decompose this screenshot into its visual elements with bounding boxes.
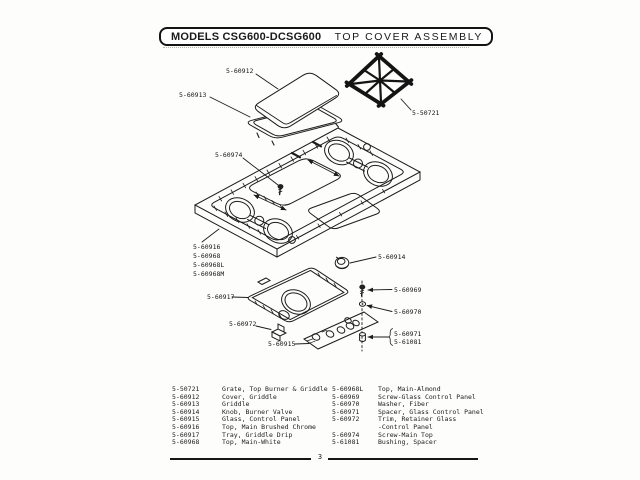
part-code: 5-60971: [332, 407, 360, 416]
part-label-5-60917: 5-60917: [207, 293, 235, 301]
part-label-5-60916: 5-60916: [193, 243, 221, 251]
part-code: 5-60970: [332, 400, 360, 409]
part-description: Spacer, Glass Control Panel: [378, 407, 484, 416]
leader-60969: [368, 290, 392, 291]
part-label-5-60971: 5-60971: [394, 330, 422, 338]
part-code: 5-60968L: [332, 385, 364, 393]
parts-row: [172, 439, 328, 447]
part-code: 5-60969: [332, 392, 360, 401]
part-code: 5-50721: [172, 385, 200, 393]
washer-drawing: [359, 302, 365, 307]
leader-60972: [256, 326, 271, 330]
part-code: 5-60915: [172, 415, 200, 424]
footer-rule-left: [170, 458, 311, 460]
screw-glass-panel-drawing: [360, 285, 365, 296]
control-panel-glass-drawing: [304, 312, 378, 349]
leader-60914: [350, 257, 376, 263]
grate-spokes: [351, 58, 407, 102]
parts-list-left-column: [172, 386, 328, 447]
part-label-5-60974: 5-60974: [215, 151, 243, 159]
part-code: 5-60972: [332, 415, 360, 424]
grate-drawing: [347, 54, 412, 106]
part-label-5-60969: 5-60969: [394, 286, 422, 294]
part-description: Top, Main-Almond: [378, 385, 441, 393]
part-label-5-50721: 5-50721: [412, 109, 440, 117]
part-code: 5-60916: [172, 422, 200, 431]
part-code: 5-61081: [332, 438, 360, 447]
part-label-5-60970: 5-60970: [394, 308, 422, 316]
part-label-5-60912: 5-60912: [226, 67, 254, 75]
part-label-5-60968: 5-60968: [193, 252, 221, 260]
main-top-drawing: [195, 128, 420, 257]
part-description: Grate, Top Burner & Griddle: [222, 385, 328, 393]
drip-tray-drawing: [248, 268, 348, 322]
part-description: Top, Main-White: [222, 438, 281, 447]
part-description: Griddle: [222, 400, 250, 409]
part-label-5-60915: 5-60915: [268, 340, 296, 348]
part-description: Top, Main Brushed Chrome: [222, 422, 316, 431]
part-description: Tray, Griddle Drip: [222, 430, 293, 439]
footer-rule-right: [328, 458, 478, 460]
models-label: MODELS CSG600-DCSG600: [171, 30, 322, 43]
part-code: 5-60914: [172, 407, 200, 416]
part-label-5-60968M: 5-60968M: [193, 270, 225, 278]
part-description: Cover, Griddle: [222, 392, 277, 401]
part-description: Screw-Main Top: [378, 430, 433, 439]
part-description: Washer, Fiber: [378, 400, 429, 409]
burner-knob-drawing: [335, 257, 349, 268]
part-description: Trim, Retainer Glass: [378, 415, 457, 424]
leader-60915: [295, 344, 309, 345]
part-code: 5-60912: [172, 392, 200, 401]
parts-row: [332, 439, 484, 447]
part-label-5-60972: 5-60972: [229, 320, 257, 328]
tray-slot: [258, 278, 270, 285]
part-description: Knob, Burner Valve: [222, 407, 293, 416]
part-description: -Control Panel: [378, 422, 433, 431]
assembly-title: TOP COVER ASSEMBLY: [334, 30, 483, 43]
leader-60970: [367, 306, 392, 312]
part-label-5-61081: 5-61081: [394, 338, 422, 346]
page-number: 3: [317, 453, 323, 461]
part-description: Glass, Control Panel: [222, 415, 301, 424]
leader-50721: [401, 99, 411, 110]
part-label-5-60914: 5-60914: [378, 253, 406, 261]
panel-outline: [304, 312, 378, 349]
part-code: 5-60917: [172, 430, 200, 439]
part-label-5-60968L: 5-60968L: [193, 261, 225, 269]
part-description: Screw-Glass Control Panel: [378, 392, 476, 401]
leader-60912: [256, 74, 278, 89]
part-description: Bushing, Spacer: [378, 438, 437, 447]
leader-60916: [202, 229, 219, 242]
trim-bracket-drawing: [272, 324, 286, 341]
parts-list-right-column: [332, 386, 484, 447]
leader-60913: [210, 97, 250, 117]
part-code: 5-60974: [332, 430, 360, 439]
spacer-bushing-drawing: [360, 333, 366, 342]
part-code: 5-60913: [172, 400, 200, 409]
part-label-5-60913: 5-60913: [179, 91, 207, 99]
part-code: 5-60968: [172, 438, 200, 447]
